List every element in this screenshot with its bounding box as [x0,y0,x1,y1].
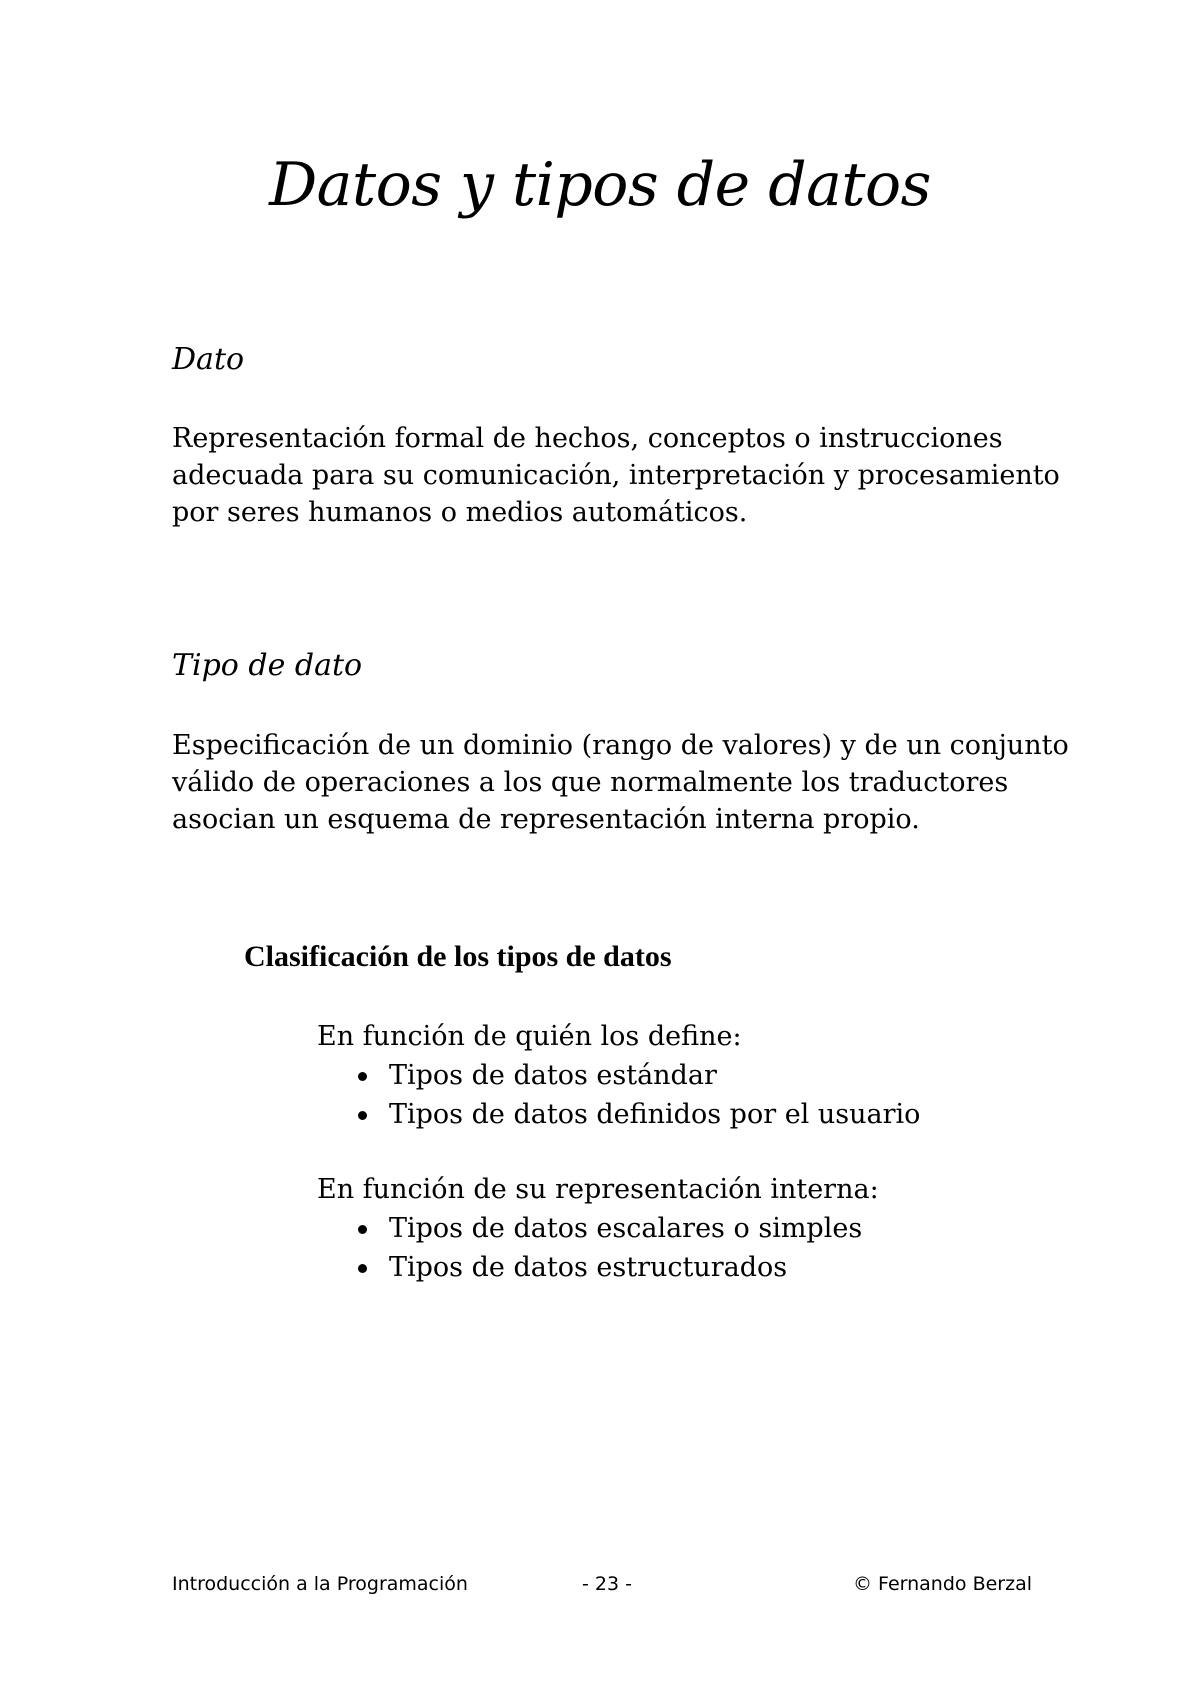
classification-group-definer [317,1017,920,1134]
list-item-label: Tipos de datos estándar [389,1060,717,1091]
text-line: asocian un esquema de representación interna propio. [172,804,920,835]
list-item-label: Tipos de datos estructurados [389,1252,788,1283]
list-item [317,1056,920,1095]
page-footer [172,1573,1032,1603]
classification-heading: Clasificación de los tipos de datos [244,940,672,973]
list-item [317,1095,920,1134]
bullet-icon [358,1225,367,1234]
page-title: Datos y tipos de datos [269,150,931,220]
list-item-label: Tipos de datos definidos por el usuario [389,1099,921,1130]
text-line: Especificación de un dominio (rango de valores) y de un conjunto [172,730,1069,761]
section-heading-dato: Dato [172,342,245,377]
bullet-list [317,1209,879,1287]
text-line: Representación formal de hechos, conceptos o instrucciones [172,423,1003,454]
bullet-icon [358,1264,367,1273]
text-line: por seres humanos o medios automáticos. [172,497,748,528]
text-line: válido de operaciones a los que normalmente los traductores [172,767,1009,798]
footer-copyright: © Fernando Berzal [853,1573,1032,1595]
bullet-icon [358,1072,367,1081]
page-number: - 23 - [582,1573,632,1595]
list-item [317,1209,879,1248]
list-item [317,1248,879,1287]
text-line: adecuada para su comunicación, interpretación y procesamiento [172,460,1060,491]
definition-dato [172,420,1072,531]
footer-book-title: Introducción a la Programación [172,1573,468,1595]
bullet-icon [358,1111,367,1120]
group-intro: En función de su representación interna: [317,1174,879,1205]
definition-tipo-de-dato [172,727,1072,838]
section-heading-tipo-de-dato: Tipo de dato [172,648,363,683]
list-item-label: Tipos de datos escalares o simples [389,1213,863,1244]
group-intro: En función de quién los define: [317,1021,742,1052]
classification-group-representation [317,1170,879,1287]
bullet-list [317,1056,920,1134]
